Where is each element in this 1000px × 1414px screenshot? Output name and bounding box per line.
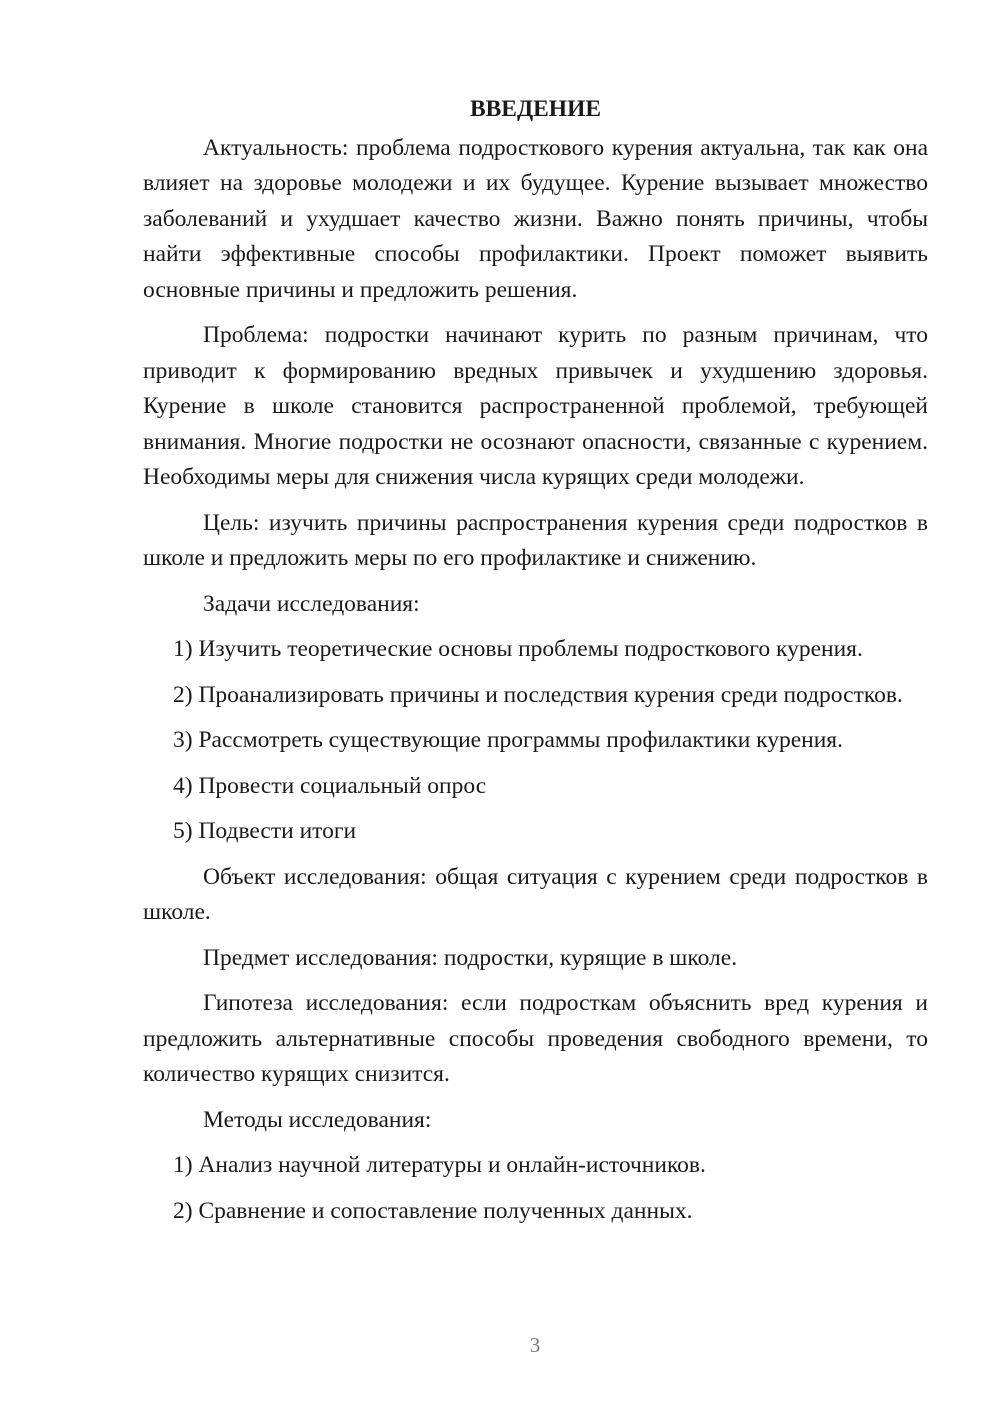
- goal-paragraph: Цель: изучить причины распространения курения среди подростков в школе и предложить меры по его профилактике и снижению.: [143, 509, 928, 571]
- page-title: ВВЕДЕНИЕ: [469, 96, 602, 122]
- methods-heading: Методы исследования:: [203, 1106, 432, 1133]
- subject-paragraph: Предмет исследования: подростки, курящие в школе.: [203, 944, 738, 971]
- page-content: [143, 92, 928, 1239]
- object-paragraph: Объект исследования: общая ситуация с курением среди подростков в школе.: [143, 863, 928, 925]
- task-item-4: 4) Провести социальный опрос: [173, 772, 487, 799]
- method-item-2: 2) Сравнение и сопоставление полученных данных.: [173, 1197, 693, 1224]
- problem-paragraph: Проблема: подростки начинают курить по разным причинам, что приводит к формированию вредных привычек и ухудшению здоровья. Курение в школе становится распространенной проблемой, требующей внимания. Многие подростки не осознают опасности, связанные с курением. Необходимы меры для снижения числа курящих среди молодежи.: [143, 322, 928, 490]
- relevance-paragraph: Актуальность: проблема подросткового курения актуальна, так как она влияет на здоровье молодежи и их будущее. Курение вызывает множество заболеваний и ухудшает качество жизни. Важно понять причины, чтобы найти эффективные способы профилактики. Проект поможет выявить основные причины и предложить решения.: [143, 134, 928, 303]
- hypothesis-paragraph: Гипотеза исследования: если подросткам объяснить вред курения и предложить альтернативные способы проведения свободного времени, то количество курящих снизится.: [143, 990, 928, 1087]
- task-item-2: 2) Проанализировать причины и последствия курения среди подростков.: [173, 681, 903, 708]
- task-item-5: 5) Подвести итоги: [173, 818, 357, 844]
- tasks-heading: Задачи исследования:: [203, 590, 420, 617]
- task-item-3: 3) Рассмотреть существующие программы профилактики курения.: [173, 727, 843, 753]
- method-item-1: 1) Анализ научной литературы и онлайн-источников.: [173, 1152, 706, 1178]
- page-number: 3: [529, 1333, 541, 1357]
- task-item-1: 1) Изучить теоретические основы проблемы подросткового курения.: [173, 636, 863, 662]
